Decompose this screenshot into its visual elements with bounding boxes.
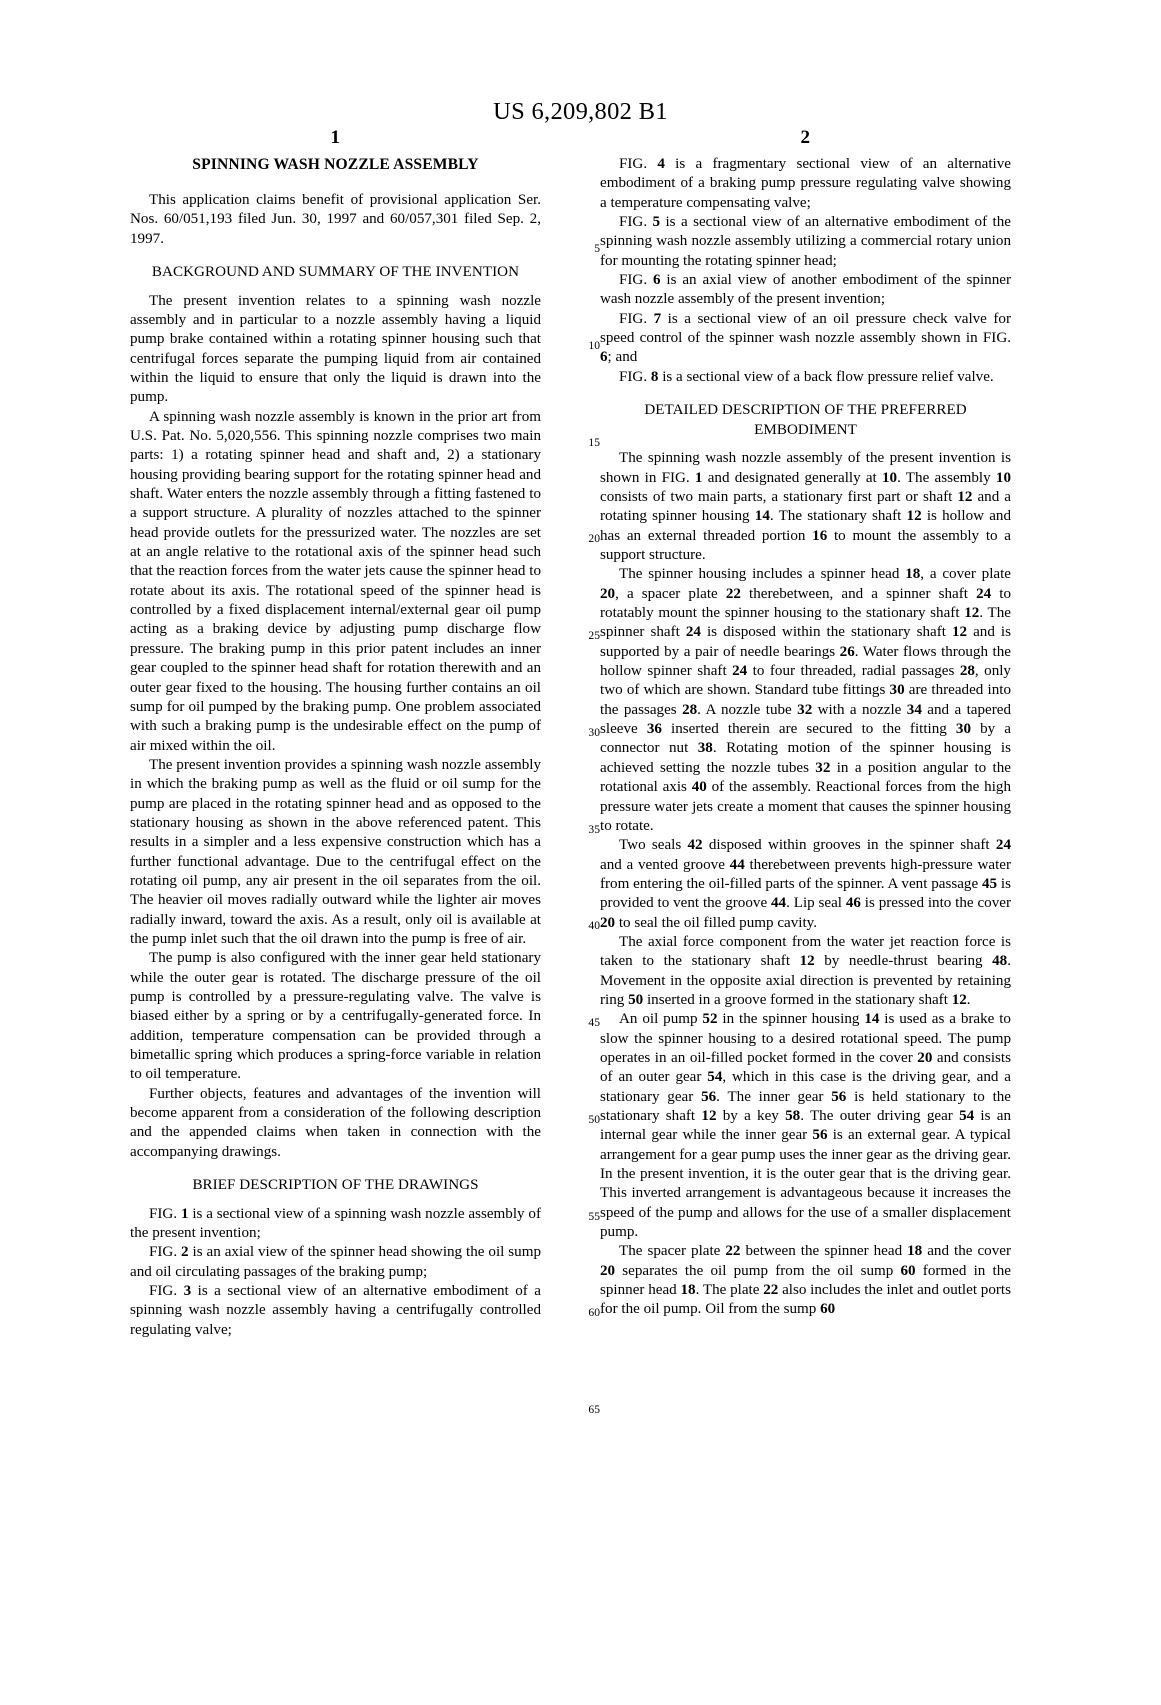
paragraph-detailed-2: The spinner housing includes a spinner head 18, a cover plate 20, a spacer plate 22 therebetween, and a spinner shaft 24 to rotatably mount the spinner housing to the stationary shaft 12. The spinner shaft 24 is disposed within the stationary shaft 12 and is supported by a pair of needle bearings 26. Water flows through the hollow spinner shaft 24 to four threaded, radial passages 28, only two of which are shown. Standard tube fittings 30 are threaded into the passages 28. A nozzle tube 32 with a nozzle 34 and a tapered sleeve 36 inserted therein are secured to the fitting 30 by a connector nut 38. Rotating motion of the spinner housing is achieved setting the nozzle tubes 32 in a position angular to the rotational axis 40 of the assembly. Reactional forces from the high pressure water jets create a moment that causes the spinner housing to rotate. — [600, 566, 1012, 834]
paragraph-detailed-4: The axial force component from the water jet reaction force is taken to the stationary shaft 12 by needle-thrust bearing 48. Movement in the opposite axial direction is prevented by retaining ring 50 inserted in a groove formed in the stationary shaft 12. — [600, 933, 1011, 1008]
paragraph-detailed-6: The spacer plate 22 between the spinner head 18 and the cover 20 separates the oil pump from the oil sump 60 formed in the spinner head 18. The plate 22 also includes the inlet and outlet ports for the oil pump. Oil from the sump 60 — [600, 1243, 1011, 1318]
heading-brief-description: BRIEF DESCRIPTION OF THE DRAWINGS — [192, 1177, 479, 1194]
line-number-gutter — [578, 126, 600, 1606]
paragraph-detailed-1: The spinning wash nozzle assembly of the present invention is shown in FIG. 1 and designated generally at 10. The assembly 10 consists of two main parts, a stationary first part or shaft 12 and a rotating spinner housing 14. The stationary shaft 12 is hollow and has an external threaded portion 16 to mount the assembly to a support structure. — [600, 450, 1012, 564]
paragraph-background-1: The present invention relates to a spinning wash nozzle assembly and in particular to a nozzle assembly having a liquid pump brake contained within a rotating spinner housing such that centrifugal forces separate the pumping liquid from air contained within the liquid to ensure that only the liquid is drawn into the pump. — [130, 292, 541, 406]
column-right — [600, 126, 1011, 1320]
line-number: 55 — [588, 1209, 600, 1223]
page-title: SPINNING WASH NOZZLE ASSEMBLY — [192, 156, 479, 173]
line-number: 20 — [588, 532, 600, 546]
line-number: 25 — [588, 629, 600, 642]
line-number: 30 — [588, 725, 600, 739]
priority-paragraph: This application claims benefit of provisional application Ser. Nos. 60/051,193 filed Jun. 30, 1997 and 60/057,301 filed Sep. 2, 1997. — [130, 192, 541, 247]
line-number: 15 — [588, 435, 600, 449]
figure-description-5: FIG. 5 is a sectional view of an alternative embodiment of the spinning wash nozzle assembly utilizing a commercial rotary union for mounting the rotating spinner head; — [600, 214, 1011, 269]
line-number: 65 — [588, 1403, 600, 1416]
figure-description-4: FIG. 4 is a fragmentary sectional view of an alternative embodiment of a braking pump pressure regulating valve showing a temperature compensating valve; — [600, 156, 1011, 211]
line-number: 45 — [588, 1016, 600, 1029]
heading-background-summary: BACKGROUND AND SUMMARY OF THE INVENTION — [151, 264, 520, 281]
paragraph-background-4: The pump is also configured with the inner gear held stationary while the outer gear is rotated. The discharge pressure of the oil pump is controlled by a pressure-regulating valve. The valve is biased either by a spring or by a centrifugally-generated force. In addition, temperature compensation can be provided through a bimetallic spring which produces a spring-force variable in relation to oil temperature. — [130, 950, 541, 1083]
line-number: 10 — [588, 338, 600, 352]
paragraph-detailed-3: Two seals 42 disposed within grooves in the spinner shaft 24 and a vented groove 44 therebetween prevents high-pressure water from entering the oil-filled parts of the spinner. A vent passage 45 is provided to vent the groove 44. Lip seal 46 is pressed into the cover 20 to seal the oil filled pump cavity. — [600, 837, 1011, 931]
column-number-right: 2 — [800, 127, 811, 148]
figure-description-1: FIG. 1 is a sectional view of a spinning wash nozzle assembly of the present invention; — [130, 1205, 541, 1242]
patent-number-header: US 6,209,802 B1 — [493, 98, 668, 125]
heading-detailed-description: DETAILED DESCRIPTION OF THE PREFERRED EMBODIMENT — [644, 402, 967, 438]
paragraph-background-2: A spinning wash nozzle assembly is known in the prior art from U.S. Pat. No. 5,020,556. This spinning nozzle comprises two main parts: 1) a rotating spinner head and shaft and, 2) a stationary housing providing bearing support for the rotating spinner head and shaft. Water enters the nozzle assembly through a fitting fastened to a support structure. A plurality of nozzles attached to the spinner head provide outlets for the pressurized water. The nozzles are set at an angle relative to the rotational axis of the spinner head such that the reaction forces from the water jets cause the spinner head to rotate about its axis. The rotational speed of the spinner head is controlled by a fixed displacement internal/external gear oil pump acting as a braking device by adjusting pump discharge flow pressure. The braking pump in this prior patent includes an inner gear coupled to the spinner head shaft for rotation therewith and an outer gear fixed to the housing. The housing further contains an oil sump for oil pumped by the braking pump. One problem associated with such a braking pump is the undesirable effect on the pump of air mixed within the oil. — [130, 408, 541, 754]
figure-description-7: FIG. 7 is a sectional view of an oil pressure check valve for speed control of the spinner wash nozzle assembly shown in FIG. 6; and — [600, 310, 1011, 366]
line-number: 50 — [588, 1112, 600, 1126]
figure-description-8: FIG. 8 is a sectional view of a back flow pressure relief valve. — [619, 368, 994, 385]
figure-description-6: FIG. 6 is an axial view of another embodiment of the spinner wash nozzle assembly of the present invention; — [600, 272, 1011, 308]
paragraph-detailed-5: An oil pump 52 in the spinner housing 14 is used as a brake to slow the spinner housing to a desired rotational speed. The pump operates in an oil-filled pocket formed in the cover 20 and consists of an outer gear 54, which in this case is the driving gear, and a stationary gear 56. The inner gear 56 is held stationary to the stationary shaft 12 by a key 58. The outer driving gear 54 is an internal gear while the inner gear 56 is an external gear. A typical arrangement for a gear pump uses the inner gear as the driving gear. In the present invention, it is the outer gear that is the driving gear. This inverted arrangement is advantageous because it increases the speed of the pump and allows for the use of a smaller displacement pump. — [600, 1011, 1012, 1241]
line-number: 5 — [594, 242, 600, 255]
paragraph-background-5: Further objects, features and advantages of the invention will become apparent from a consideration of the following description and the appended claims when taken in connection with the accompanying drawings. — [130, 1085, 541, 1160]
paragraph-background-3: The present invention provides a spinning wash nozzle assembly in which the braking pump as well as the fluid or oil sump for the pump are placed in the rotating spinner head and as opposed to the stationary housing as shown in the above referenced patent. This results in a simpler and a less expensive construction which has a further functional advantage. Due to the centrifugal effect on the rotating oil pump, any air present in the oil separates from the oil. The heavier oil moves radially outward while the lighter air moves radially inward, toward the axis. As a result, only oil is available at the pump inlet such that the oil drawn into the pump is free of air. — [130, 756, 541, 947]
line-number: 60 — [588, 1306, 600, 1320]
two-column-body — [130, 126, 1030, 1606]
column-left — [130, 126, 541, 1340]
figure-description-3: FIG. 3 is a sectional view of an alternative embodiment of a spinning wash nozzle assembly having a centrifugally controlled regulating valve; — [130, 1283, 541, 1338]
column-number-left: 1 — [330, 127, 341, 148]
line-number: 35 — [588, 822, 600, 836]
figure-description-2: FIG. 2 is an axial view of the spinner head showing the oil sump and oil circulating passages of the braking pump; — [130, 1244, 541, 1280]
line-number: 40 — [588, 919, 600, 933]
